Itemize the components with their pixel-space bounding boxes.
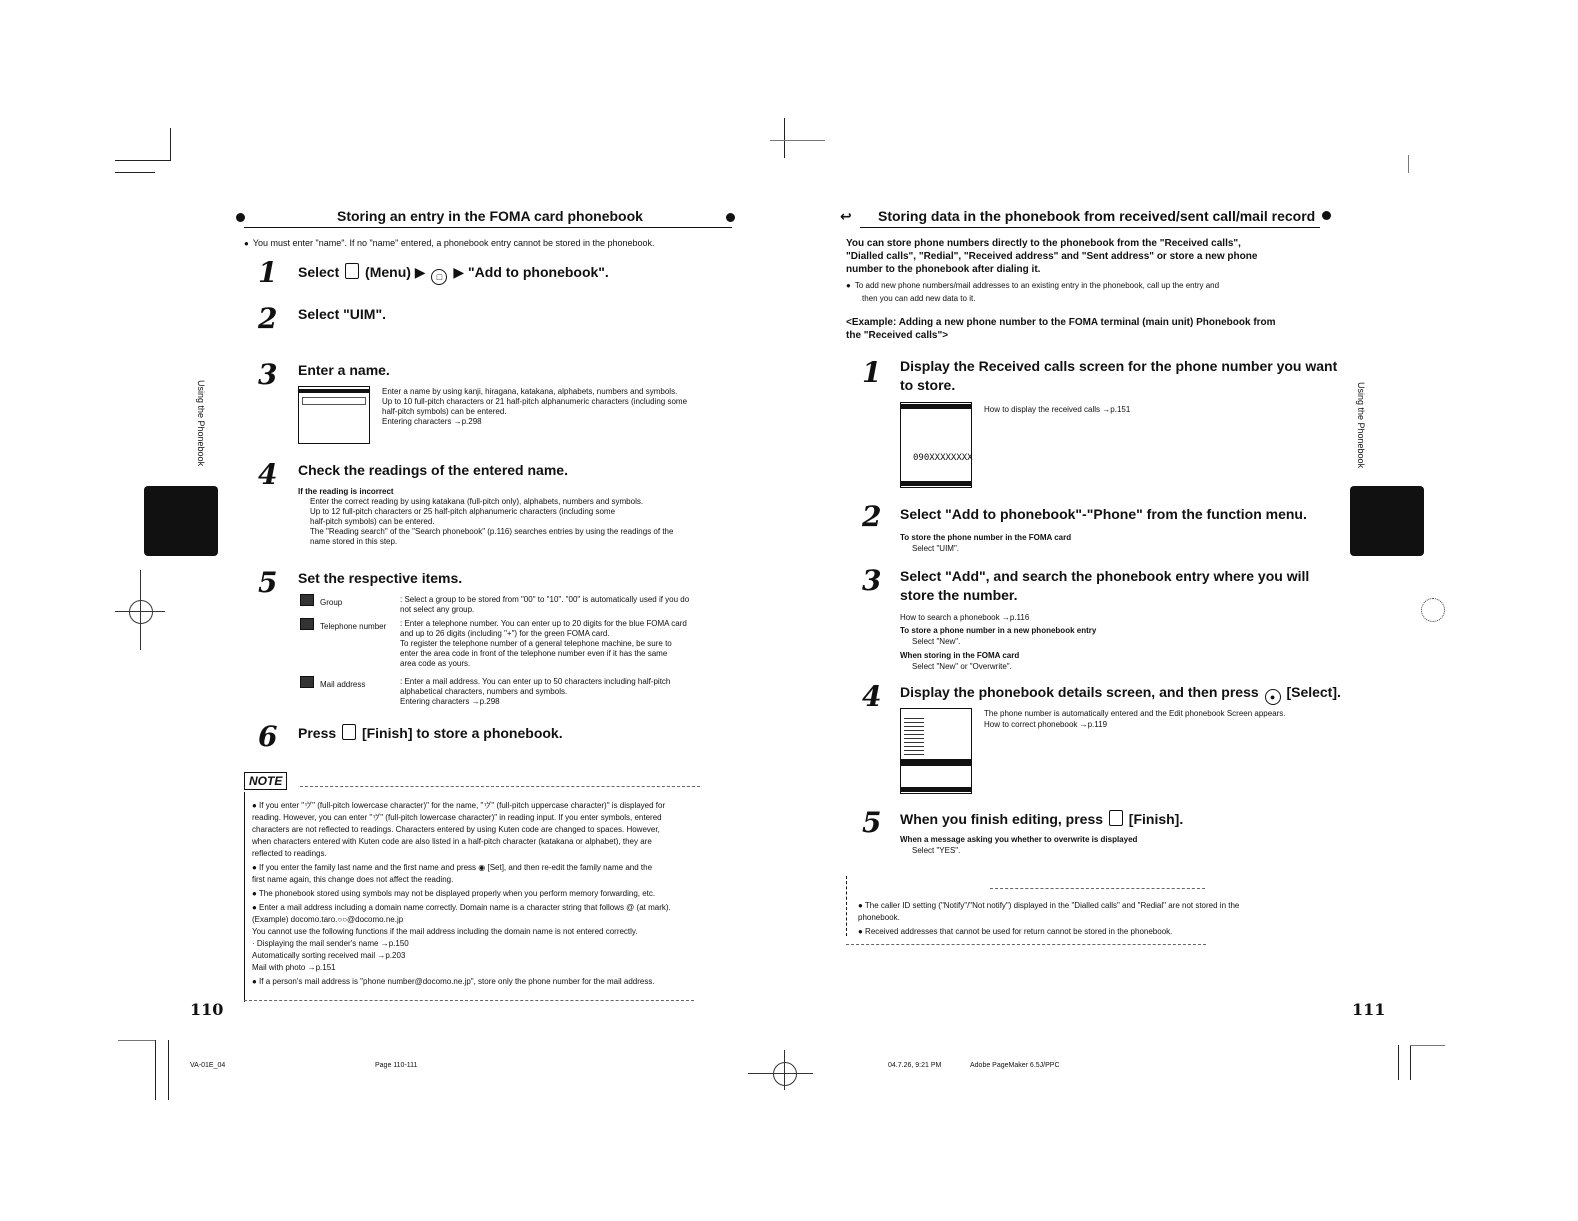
step-desc: The phone number is automatically entered and the Edit phonebook Screen appears.	[984, 709, 1286, 718]
item-label	[300, 676, 365, 690]
item-desc: not select any group.	[400, 605, 475, 614]
registration-mark	[773, 1062, 797, 1086]
registration-mark	[748, 1073, 813, 1074]
step-desc: Up to 12 full-pitch characters or 25 half-pitch alphanumeric characters (including some	[310, 507, 616, 516]
footer-app: Adobe PageMaker 6.5J/PPC	[970, 1062, 1060, 1069]
note-divider	[300, 786, 700, 787]
example-text: the "Received calls">	[846, 330, 949, 341]
crop-mark	[168, 1040, 169, 1100]
step-number: 1	[862, 356, 882, 389]
step-desc: The "Reading search" of the "Search phonebook" (p.116) searches entries by using the readings of the	[310, 527, 674, 536]
item-desc: area code as yours.	[400, 659, 471, 668]
screen-title-bar	[901, 404, 971, 409]
step-subhead: When storing in the FOMA card	[900, 651, 1020, 660]
step-desc: Up to 10 full-pitch characters or 21 half-pitch alphanumeric characters (including some	[382, 397, 688, 406]
intro-note: ● You must enter "name". If no "name" entered, a phonebook entry cannot be stored in the phonebook.	[244, 237, 655, 250]
note-line: reflected to readings.	[252, 849, 327, 858]
item-desc: Entering characters →p.298	[400, 697, 500, 706]
screen-soft-key-bar	[901, 481, 971, 486]
item-desc: : Select a group to be stored from "00" to "10". "00" is automatically used if you do	[400, 595, 690, 604]
intro-text: You can store phone numbers directly to the phonebook from the "Received calls",	[846, 238, 1241, 249]
registration-mark	[140, 570, 141, 650]
item-desc: and up to 26 digits (including "+") for the green FOMA card.	[400, 629, 610, 638]
step-text-part: When you finish editing, press	[900, 811, 1104, 827]
note-line: characters are not reflected to readings. Characters entered by using Kuten code are changed to spaces. However,	[252, 825, 660, 834]
step-number: 3	[258, 358, 278, 391]
note-line: ● If you enter "ヴ" (full-pitch lowercase character)" for the name, "ヴ" (full-pitch uppercase character)" is displayed for	[252, 801, 666, 810]
step-desc: Enter the correct reading by using katakana (full-pitch only), alphabets, numbers and symbols.	[310, 497, 644, 506]
step-text: Select "Add to phonebook"-"Phone" from the function menu.	[900, 506, 1307, 522]
item-desc: : Enter a telephone number. You can enter up to 20 digits for the blue FOMA card	[400, 619, 687, 628]
step-number: 3	[862, 564, 882, 597]
mail-icon	[300, 676, 314, 688]
step-text	[298, 263, 609, 285]
step-text	[900, 684, 1341, 705]
note-line: Automatically sorting received mail →p.203	[252, 951, 406, 960]
step-text: store the number.	[900, 587, 1018, 603]
item-label-text: Telephone number	[320, 622, 387, 631]
note-line: ● If a person's mail address is "phone number@docomo.ne.jp", store only the phone number for the mail address.	[252, 977, 655, 986]
step-text: Check the readings of the entered name.	[298, 462, 568, 478]
note-line: You cannot use the following functions if the mail address including the domain name is not entered correctly.	[252, 927, 638, 936]
page-number: 110	[190, 1000, 224, 1019]
crop-mark	[1398, 1045, 1399, 1080]
telephone-icon	[300, 618, 314, 630]
note-box	[244, 792, 245, 1002]
finish-key-icon	[1109, 810, 1123, 826]
step-desc: Entering characters →p.298	[382, 417, 482, 426]
note-divider	[990, 888, 1205, 889]
step-desc: Select "New" or "Overwrite".	[912, 662, 1012, 671]
item-label	[300, 594, 342, 608]
finish-key-icon	[342, 724, 356, 740]
menu-key-icon	[345, 263, 359, 279]
screen-highlight-row	[901, 759, 971, 766]
registration-mark	[784, 1050, 785, 1090]
section-arrow-icon: ↩	[840, 208, 852, 224]
note-line: · Displaying the mail sender's name →p.150	[252, 939, 409, 948]
screen-soft-key-bar	[901, 787, 971, 792]
side-label: Using the Phonebook	[1356, 382, 1366, 469]
step-text	[900, 810, 1183, 827]
step-subhead: To store a phone number in a new phonebook entry	[900, 626, 1097, 635]
step-text-part: [Select].	[1286, 684, 1341, 700]
section-title: Storing data in the phonebook from received/sent call/mail record	[878, 208, 1316, 224]
crop-mark	[155, 1040, 156, 1100]
step-subhead: If the reading is incorrect	[298, 487, 394, 496]
section-header	[244, 205, 732, 228]
step-subhead: When a message asking you whether to overwrite is displayed	[900, 835, 1138, 844]
item-label	[300, 618, 386, 632]
screen-title-bar	[299, 389, 369, 393]
step-desc: half-pitch symbols) can be entered.	[310, 517, 435, 526]
crop-mark	[1410, 1045, 1445, 1046]
step-text: Select "UIM".	[298, 306, 386, 322]
item-desc: To register the telephone number of a general telephone machine, be sure to	[400, 639, 672, 648]
step-text-part: Press	[298, 725, 337, 741]
phone-screen-thumbnail	[298, 386, 370, 444]
step-text-part: [Finish].	[1128, 811, 1184, 827]
item-desc: enter the area code in front of the telephone number even if it has the same	[400, 649, 668, 658]
footer-timestamp: 04.7.26, 9:21 PM	[888, 1062, 942, 1069]
step-text: Select "Add", and search the phonebook entry where you will	[900, 568, 1310, 584]
step-text-part: Display the phonebook details screen, and then press	[900, 684, 1259, 700]
intro-text: number to the phonebook after dialing it.	[846, 264, 1041, 275]
step-number: 4	[258, 458, 278, 491]
crop-mark	[115, 160, 170, 161]
step-text: to store.	[900, 377, 956, 393]
note-line: Mail with photo →p.151	[252, 963, 336, 972]
step-text-part: Select	[298, 264, 340, 280]
intro-bullet: ● To add new phone numbers/mail addresses to an existing entry in the phonebook, call up the entry and	[846, 280, 1219, 292]
item-desc: alphabetical characters, numbers and symbols.	[400, 687, 568, 696]
crop-mark	[118, 1040, 155, 1041]
side-label: Using the Phonebook	[196, 380, 206, 467]
step-desc: How to search a phonebook →p.116	[900, 613, 1030, 622]
note-line: ● The phonebook stored using symbols may not be displayed properly when you perform memory forwarding, etc.	[252, 889, 656, 898]
crop-mark	[770, 140, 825, 141]
step-number: 5	[862, 806, 882, 839]
step-text: Enter a name.	[298, 362, 390, 378]
step-desc: name stored in this step.	[310, 537, 398, 546]
step-number: 4	[862, 680, 882, 713]
step-text-part: ▶ "Add to phonebook".	[453, 264, 609, 280]
note-box	[846, 876, 847, 936]
step-number: 2	[258, 302, 278, 335]
note-line: (Example) docomo.taro.○○@docomo.ne.jp	[252, 915, 404, 924]
chapter-tab	[1350, 486, 1424, 556]
group-icon	[300, 594, 314, 606]
note-label: NOTE	[244, 772, 287, 790]
step-number: 6	[258, 720, 278, 753]
step-text-part: (Menu) ▶	[365, 264, 426, 280]
footer-page-range: Page 110-111	[375, 1062, 418, 1069]
crop-mark	[1410, 1045, 1411, 1080]
section-bullet	[1322, 211, 1331, 220]
note-line: when characters entered with Kuten code are also listed in a half-pitch character (katakana or alphabet), they are	[252, 837, 652, 846]
crop-mark	[115, 172, 155, 173]
select-key-icon: ●	[1265, 689, 1281, 705]
step-text	[298, 724, 563, 741]
note-divider	[846, 944, 1206, 945]
note-line: first name again, this change does not affect the reading.	[252, 875, 454, 884]
note-line: ● If you enter the family last name and the first name and press ◉ [Set], and then re-edit the family name and the	[252, 863, 653, 872]
screen-phone-number: 090XXXXXXXX	[913, 453, 973, 463]
section-header	[860, 205, 1320, 228]
step-desc: Enter a name by using kanji, hiragana, katakana, alphabets, numbers and symbols.	[382, 387, 678, 396]
intro-text: "Dialled calls", "Redial", "Received address" and "Sent address" or store a new phone	[846, 251, 1258, 262]
step-text: Set the respective items.	[298, 570, 463, 586]
step-text-part: [Finish] to store a phonebook.	[361, 725, 563, 741]
phonebook-icon: □	[431, 269, 447, 285]
step-desc: Select "New".	[912, 637, 961, 646]
step-desc: Select "YES".	[912, 846, 961, 855]
chapter-tab	[144, 486, 218, 556]
page-number: 111	[1352, 1000, 1386, 1019]
note-line: ● Enter a mail address including a domain name correctly. Domain name is a character string that follows @ (at mark).	[252, 903, 671, 912]
step-subhead: To store the phone number in the FOMA card	[900, 533, 1072, 542]
step-text: Display the Received calls screen for the phone number you want	[900, 358, 1338, 374]
note-line: ● The caller ID setting ("Notify"/"Not notify") displayed in the "Dialled calls" and "Redial" are not stored in the	[858, 901, 1240, 910]
item-label-text: Mail address	[320, 680, 366, 689]
screen-input-field	[302, 397, 366, 405]
registration-mark	[1421, 598, 1445, 622]
step-number: 2	[862, 500, 882, 533]
step-desc: How to correct phonebook →p.119	[984, 720, 1108, 729]
note-line: ● Received addresses that cannot be used for return cannot be stored in the phonebook.	[858, 927, 1173, 936]
screen-list	[904, 715, 924, 755]
section-title: Storing an entry in the FOMA card phonebook	[337, 208, 643, 224]
step-desc: Select "UIM".	[912, 544, 960, 553]
footer-file-code: VA-01E_04	[190, 1062, 226, 1069]
step-number: 1	[258, 256, 278, 289]
example-text: <Example: Adding a new phone number to the FOMA terminal (main unit) Phonebook from	[846, 317, 1276, 328]
crop-mark	[784, 118, 785, 158]
note-divider	[244, 1000, 694, 1001]
phone-screen-thumbnail	[900, 402, 972, 488]
registration-mark	[129, 600, 153, 624]
step-desc: half-pitch symbols) can be entered.	[382, 407, 507, 416]
step-desc: How to display the received calls →p.151	[984, 405, 1131, 414]
intro-bullet-cont: then you can add new data to it.	[862, 294, 976, 303]
note-line: reading. However, you can enter "ヴ" (full-pitch lowercase character)" in reading input. If you enter symbols, entered	[252, 813, 662, 822]
item-label-text: Group	[320, 598, 343, 607]
phone-screen-thumbnail	[900, 708, 972, 794]
note-line: phonebook.	[858, 913, 900, 922]
step-number: 5	[258, 566, 278, 599]
crop-mark	[1408, 155, 1409, 173]
section-bullet	[726, 213, 735, 222]
crop-mark	[170, 128, 171, 161]
item-desc: : Enter a mail address. You can enter up to 50 characters including half-pitch	[400, 677, 671, 686]
